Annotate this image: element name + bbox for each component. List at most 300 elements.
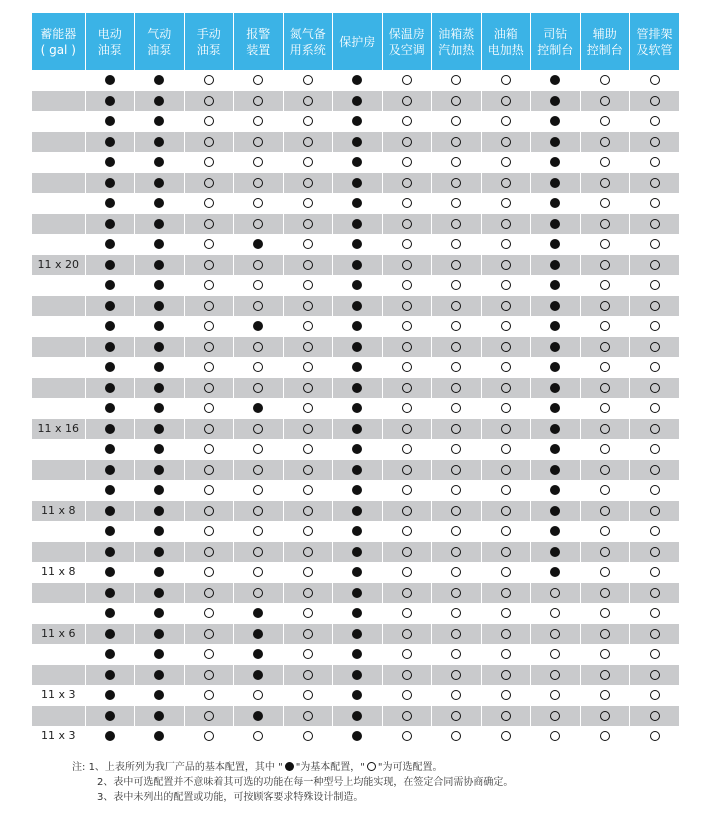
config-cell [432,706,482,727]
config-cell [432,419,482,440]
filled-circle-icon [105,198,115,208]
filled-circle-icon [105,731,115,741]
filled-circle-icon [550,485,560,495]
config-cell [481,706,531,727]
accumulator-capacity-cell [32,234,85,255]
open-circle-icon [451,506,461,516]
open-circle-icon [402,403,412,413]
footnotes [72,760,692,805]
config-cell [481,378,531,399]
config-cell [184,111,234,132]
open-circle-icon [204,649,214,659]
table-row [32,542,679,563]
open-circle-icon [253,547,263,557]
open-circle-icon [204,75,214,85]
filled-circle-icon [105,547,115,557]
open-circle-icon [650,383,660,393]
accumulator-capacity-cell: 11 x 20 [32,255,85,276]
note-1-prefix: 1、上表所列为我厂产品的基本配置，其中 " [88,762,283,773]
config-cell [333,91,383,112]
filled-circle-icon [253,649,263,659]
config-cell [234,685,284,706]
filled-circle-icon [105,629,115,639]
open-circle-icon [600,485,610,495]
config-cell [432,378,482,399]
config-cell [85,439,135,460]
config-cell [531,255,581,276]
accumulator-capacity-cell [32,275,85,296]
open-circle-icon [650,424,660,434]
table-row [32,214,679,235]
config-cell [630,357,680,378]
filled-circle-icon [352,424,362,434]
open-circle-icon [253,526,263,536]
filled-circle-icon [154,362,164,372]
open-circle-icon [253,198,263,208]
filled-circle-icon [105,690,115,700]
open-circle-icon [451,711,461,721]
config-cell [432,480,482,501]
filled-circle-icon [550,547,560,557]
config-cell [382,132,432,153]
config-cell [630,439,680,460]
table-row [32,275,679,296]
config-cell [630,562,680,583]
open-circle-icon [303,567,313,577]
filled-circle-icon [550,239,560,249]
config-cell [333,583,383,604]
filled-circle-icon [154,239,164,249]
config-cell [85,624,135,645]
open-circle-icon [204,260,214,270]
config-cell [580,296,630,317]
open-circle-icon [650,649,660,659]
open-circle-icon [650,157,660,167]
config-cell [184,624,234,645]
open-circle-icon [600,670,610,680]
config-cell [432,214,482,235]
open-circle-icon [650,465,660,475]
open-circle-icon [402,198,412,208]
config-cell [234,521,284,542]
config-cell [580,111,630,132]
config-cell [432,665,482,686]
config-cell [234,480,284,501]
config-cell [531,316,581,337]
filled-circle-icon [352,649,362,659]
config-cell [382,726,432,747]
open-circle-icon [402,239,412,249]
config-cell [135,460,185,481]
config-cell [630,521,680,542]
config-cell [630,173,680,194]
open-circle-icon [402,362,412,372]
open-circle-icon [303,116,313,126]
config-cell [481,603,531,624]
accumulator-capacity-cell [32,357,85,378]
config-cell [382,234,432,255]
open-circle-icon [402,567,412,577]
config-cell [234,603,284,624]
config-cell [432,542,482,563]
column-header: 油箱 电加热 [481,13,531,70]
config-cell [283,439,333,460]
config-cell [135,91,185,112]
accumulator-capacity-cell: 11 x 3 [32,685,85,706]
filled-circle-icon [105,137,115,147]
accumulator-capacity-cell: 11 x 8 [32,501,85,522]
open-circle-icon [303,731,313,741]
config-cell [580,583,630,604]
accumulator-capacity-cell [32,70,85,91]
filled-circle-icon [352,670,362,680]
config-cell [333,501,383,522]
config-cell [580,521,630,542]
config-cell [85,193,135,214]
config-cell [630,234,680,255]
config-cell [283,521,333,542]
filled-circle-icon [352,362,362,372]
config-cell [135,685,185,706]
config-cell [333,173,383,194]
column-header: 手动 油泵 [184,13,234,70]
config-cell [382,275,432,296]
config-cell [184,152,234,173]
config-cell [382,665,432,686]
open-circle-icon [451,608,461,618]
open-circle-icon [402,260,412,270]
config-cell [580,91,630,112]
open-circle-icon [204,301,214,311]
open-circle-icon [650,342,660,352]
open-circle-icon [204,608,214,618]
config-cell [283,193,333,214]
config-cell [333,726,383,747]
config-cell [531,624,581,645]
open-circle-icon [501,608,511,618]
table-row [32,706,679,727]
config-cell [234,214,284,235]
open-circle-icon [402,342,412,352]
config-cell [531,583,581,604]
filled-circle-icon [352,608,362,618]
config-cell [382,685,432,706]
open-circle-icon [402,219,412,229]
notes-label: 注: [72,762,86,773]
open-circle-icon [501,567,511,577]
config-cell [135,726,185,747]
accumulator-capacity-cell [32,644,85,665]
open-circle-icon [600,96,610,106]
open-circle-icon [600,178,610,188]
open-circle-icon [402,301,412,311]
open-circle-icon [650,608,660,618]
open-circle-icon [501,198,511,208]
config-cell [184,460,234,481]
column-header: 油箱蒸 汽加热 [432,13,482,70]
filled-circle-icon [352,506,362,516]
filled-circle-icon [550,157,560,167]
config-cell [531,132,581,153]
config-cell [85,275,135,296]
open-circle-icon [600,465,610,475]
filled-circle-icon [154,588,164,598]
config-cell [432,91,482,112]
config-cell [531,439,581,460]
config-cell [333,378,383,399]
open-circle-icon [451,383,461,393]
open-circle-icon [501,137,511,147]
column-header: 保护房 [333,13,383,70]
config-cell [85,726,135,747]
config-cell [481,644,531,665]
open-circle-icon [501,424,511,434]
config-cell [531,521,581,542]
config-cell [283,275,333,296]
open-circle-icon [650,239,660,249]
open-circle-icon [550,670,560,680]
config-cell [283,173,333,194]
open-circle-icon [600,690,610,700]
open-circle-icon [501,690,511,700]
filled-circle-icon [352,485,362,495]
config-cell [184,542,234,563]
filled-circle-icon [550,260,560,270]
filled-circle-icon [154,670,164,680]
config-cell [234,91,284,112]
config-cell [481,296,531,317]
config-cell [531,398,581,419]
filled-circle-icon [352,731,362,741]
filled-circle-icon [550,362,560,372]
accumulator-capacity-cell [32,665,85,686]
config-cell [382,603,432,624]
filled-circle-icon [352,321,362,331]
accumulator-capacity-cell [32,460,85,481]
config-cell [481,214,531,235]
filled-circle-icon [352,75,362,85]
config-cell [630,398,680,419]
filled-circle-icon [105,362,115,372]
config-cell [432,193,482,214]
filled-circle-icon [105,424,115,434]
config-cell [333,337,383,358]
filled-circle-icon [105,280,115,290]
config-cell [382,111,432,132]
open-circle-icon [303,588,313,598]
filled-circle-icon [105,711,115,721]
filled-circle-icon [352,178,362,188]
config-cell [85,685,135,706]
open-circle-icon [204,96,214,106]
open-circle-icon [501,96,511,106]
config-cell [382,542,432,563]
open-circle-icon [451,670,461,680]
open-circle-icon [204,670,214,680]
open-circle-icon [253,301,263,311]
config-cell [283,91,333,112]
config-cell [580,665,630,686]
config-cell [135,296,185,317]
accumulator-capacity-cell: 11 x 16 [32,419,85,440]
config-cell [135,214,185,235]
filled-circle-icon [550,280,560,290]
open-circle-icon [650,403,660,413]
config-cell [630,275,680,296]
config-cell [85,521,135,542]
config-cell [580,726,630,747]
filled-circle-icon [154,301,164,311]
filled-circle-icon [352,526,362,536]
config-cell [432,234,482,255]
config-cell [184,726,234,747]
filled-circle-icon [105,75,115,85]
config-cell [333,439,383,460]
config-cell [432,132,482,153]
filled-circle-icon [154,690,164,700]
config-cell [580,603,630,624]
config-cell [333,234,383,255]
config-cell [184,439,234,460]
open-circle-icon [303,157,313,167]
config-cell [333,603,383,624]
open-circle-icon [451,96,461,106]
accumulator-capacity-cell [32,378,85,399]
filled-circle-icon [550,137,560,147]
open-circle-icon [402,506,412,516]
open-circle-icon [303,629,313,639]
table-row [32,152,679,173]
filled-circle-icon [105,465,115,475]
accumulator-capacity-cell [32,214,85,235]
filled-circle-icon [105,567,115,577]
accumulator-capacity-cell [32,603,85,624]
open-circle-icon [650,75,660,85]
open-circle-icon [451,588,461,598]
open-circle-icon [550,731,560,741]
open-circle-icon [204,383,214,393]
config-cell [283,583,333,604]
config-cell [333,132,383,153]
filled-circle-icon [154,96,164,106]
filled-circle-icon [154,75,164,85]
filled-circle-icon [154,711,164,721]
config-cell [481,419,531,440]
config-cell [630,501,680,522]
open-circle-icon [600,526,610,536]
config-cell [432,685,482,706]
open-circle-icon [253,157,263,167]
filled-circle-icon [253,629,263,639]
filled-circle-icon [550,198,560,208]
open-circle-icon [650,506,660,516]
open-circle-icon [451,342,461,352]
config-cell [630,603,680,624]
config-cell [234,419,284,440]
filled-circle-icon [154,137,164,147]
open-circle-icon [501,321,511,331]
open-circle-icon [402,588,412,598]
config-cell [630,193,680,214]
config-cell [382,521,432,542]
table-row [32,460,679,481]
open-circle-icon [501,629,511,639]
filled-circle-icon [154,178,164,188]
open-circle-icon [303,75,313,85]
filled-circle-icon [154,383,164,393]
open-circle-icon [650,301,660,311]
open-circle-icon [303,362,313,372]
open-circle-icon [204,506,214,516]
column-header: 电动 油泵 [85,13,135,70]
config-cell [85,644,135,665]
config-cell [85,296,135,317]
config-cell [580,193,630,214]
open-circle-icon [451,178,461,188]
config-cell [135,70,185,91]
config-cell [234,152,284,173]
filled-circle-icon [352,280,362,290]
config-cell [630,152,680,173]
open-circle-icon [303,526,313,536]
config-cell [135,378,185,399]
config-cell [333,193,383,214]
config-cell [85,357,135,378]
config-cell [184,644,234,665]
config-cell [580,706,630,727]
config-cell [580,234,630,255]
filled-circle-icon [352,137,362,147]
config-cell [333,562,383,583]
table-row [32,439,679,460]
config-cell [135,501,185,522]
open-circle-icon [501,239,511,249]
config-cell [432,316,482,337]
filled-circle-icon [154,731,164,741]
config-cell [283,152,333,173]
filled-circle-icon [154,403,164,413]
config-cell [531,726,581,747]
config-cell [580,152,630,173]
filled-circle-icon [352,219,362,229]
open-circle-icon [204,362,214,372]
open-circle-icon [303,321,313,331]
config-cell [630,296,680,317]
config-cell [481,337,531,358]
config-cell [630,378,680,399]
config-cell [630,665,680,686]
table-row [32,357,679,378]
open-circle-icon [303,137,313,147]
filled-circle-icon [105,608,115,618]
note-3: 3、表中未列出的配置或功能，可按顾客要求特殊设计制造。 [97,792,364,803]
accumulator-capacity-cell [32,480,85,501]
filled-circle-icon [253,321,263,331]
config-cell [135,398,185,419]
filled-circle-icon [550,567,560,577]
config-cell [135,603,185,624]
accumulator-capacity-cell [32,193,85,214]
accumulator-capacity-cell [32,152,85,173]
open-circle-icon [253,280,263,290]
config-cell [481,91,531,112]
config-cell [333,296,383,317]
table-row [32,726,679,747]
open-circle-icon [204,424,214,434]
config-cell [333,316,383,337]
config-cell [432,337,482,358]
accumulator-capacity-cell [32,111,85,132]
